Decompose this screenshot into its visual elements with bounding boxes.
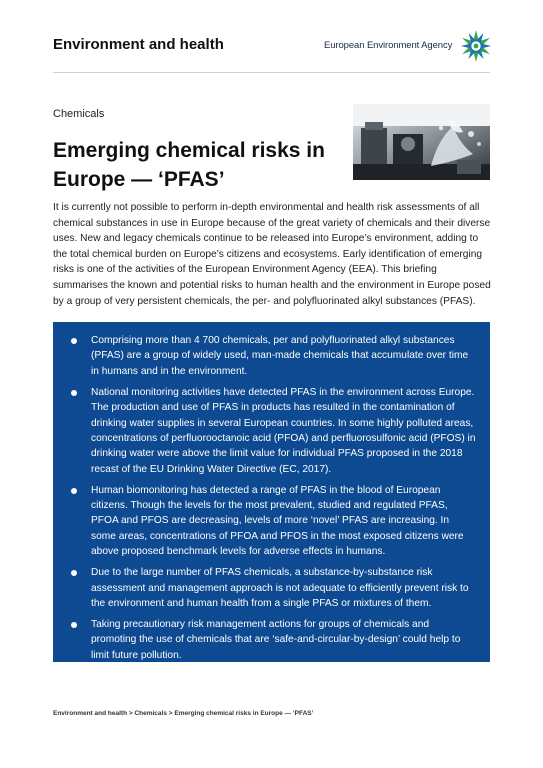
key-message-item [67, 565, 476, 611]
category-label: Chemicals [53, 108, 105, 120]
key-message-text: National monitoring activities have detected PFAS in the environment across Europe. The production and use of PFAS in products has resulted in the contamination of drinking water supplies in several European countries. In some highly polluted areas, concentrations of perfluorooctanoic acid (PFOA) and perfluorosulfonic acid (PFOS) in drinking water were above the limit value for individual PFAS proposed in the 2018 recast of the EU Drinking Water Directive (EC, 2017). [91, 386, 476, 475]
intro-paragraph: It is currently not possible to perform in-depth environmental and health risk assessments of all chemical substances in use in Europe because of the great variety of chemicals and their diverse uses. New and legacy chemicals continue to be released into Europe’s environment, adding to the total chemical burden on Europe’s citizens and ecosystems. Early identification of emerging risks is one of the activities of the European Environment Agency (EEA). This briefing summarises the known and potential risks to human health and the environment in Europe posed by a group of very persistent chemicals, the per- and polyfluorinated alkyl substances (PFAS). [53, 202, 491, 307]
bullet-dot-icon [71, 488, 77, 494]
bullet-dot-icon [71, 622, 77, 628]
key-message-item [67, 617, 476, 663]
bullet-dot-icon [71, 390, 77, 396]
bullet-dot-icon [71, 338, 77, 344]
key-message-item [67, 385, 476, 477]
water-splash-photo [353, 104, 490, 180]
breadcrumb-footer: Environment and health > Chemicals > Emerging chemical risks in Europe — ‘PFAS’ [53, 710, 314, 717]
header-divider [53, 72, 490, 73]
key-message-text: Human biomonitoring has detected a range of PFAS in the blood of European citizens. Though the levels for the most prevalent, studied and regulated PFAS, PFOA and PFOS are decreasing, levels of more ‘novel’ PFAS are increasing. In some areas, concentrations of PFOA and PFOS in the most exposed citizens were above proposed benchmark levels for adverse effects in humans. [91, 484, 464, 558]
page-title-line-1: Emerging chemical risks in [53, 139, 325, 162]
bullet-dot-icon [71, 570, 77, 576]
key-message-item [67, 483, 476, 560]
eea-logo-icon [458, 28, 494, 64]
key-message-item [67, 333, 476, 379]
key-message-text: Comprising more than 4 700 chemicals, per and polyfluorinated alkyl substances (PFAS) are a group of widely used, man-made chemicals that accumulate over time in humans and in the environment. [91, 335, 469, 377]
agency-name: European Environment Agency [324, 40, 453, 51]
key-message-text: Due to the large number of PFAS chemicals, a substance-by-substance risk assessment and management approach is not adequate to efficiently prevent risk to the environment and human health from a single PFAS or mixtures of them. [91, 567, 469, 609]
header-photo [353, 104, 490, 180]
key-message-text: Taking precautionary risk management actions for groups of chemicals and promoting the use of chemicals that are ‘safe-and-circular-by-design’ could help to limit future pollution. [91, 618, 461, 661]
page-header [0, 0, 543, 76]
header-title: Environment and health [53, 36, 224, 53]
key-messages-list [67, 333, 476, 663]
eea-logo [324, 28, 494, 64]
page-title-line-2: Europe — ‘PFAS’ [53, 168, 225, 191]
page-title [53, 136, 353, 194]
key-messages-box [53, 322, 490, 662]
